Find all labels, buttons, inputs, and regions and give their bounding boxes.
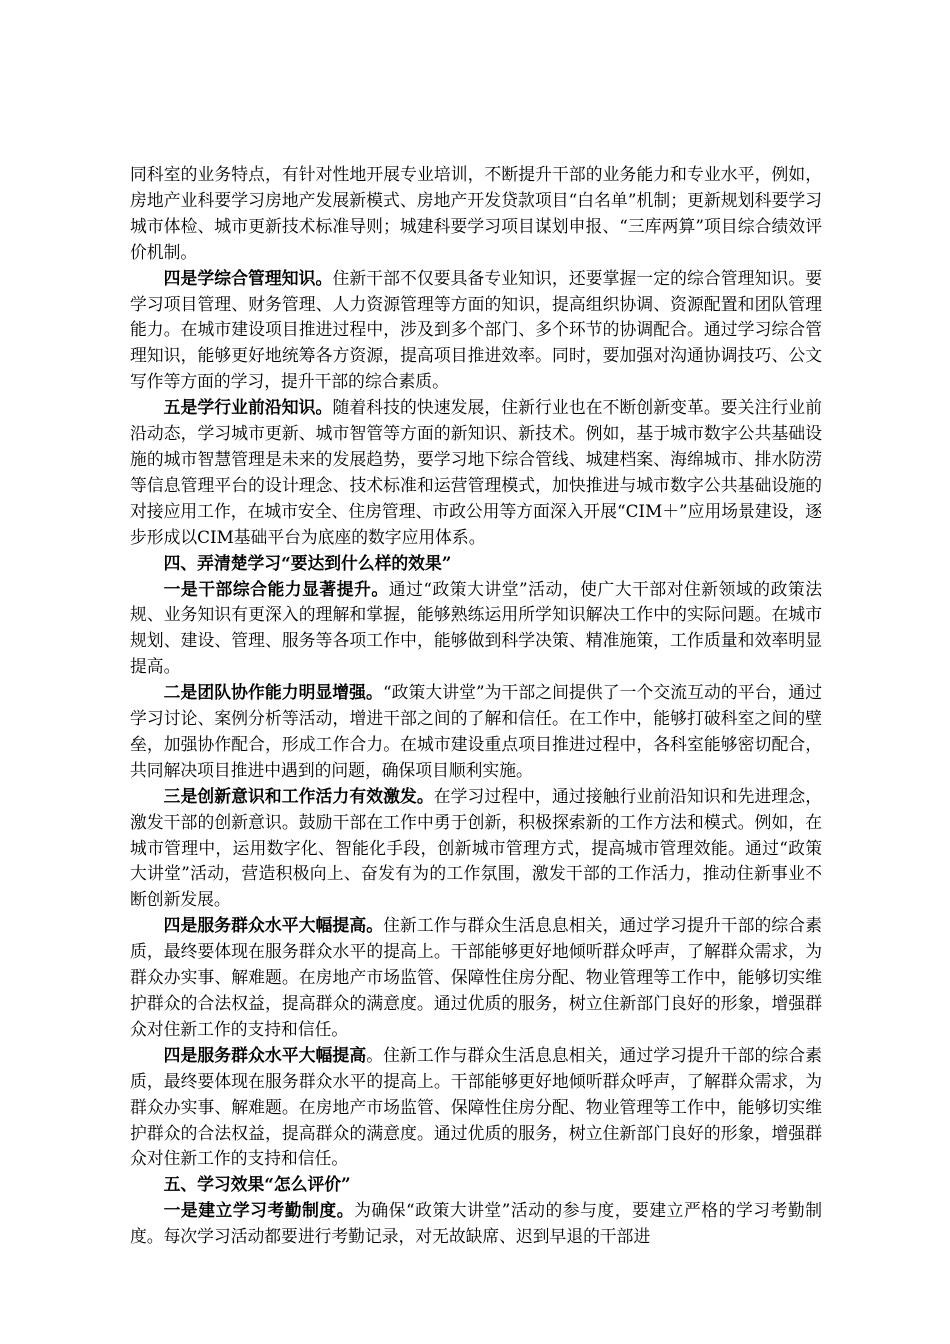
paragraph-team-collaboration: 二是团队协作能力明显增强。“政策大讲堂”为干部之间提供了一个交流互动的平台，通过学习讨论、案例分析等活动，增进干部之间的了解和信任。在工作中，能够打破科室之间的壁垒，加强协作配合，形成工作合力。在城市建设重点项目推进过程中，各科室能够密切配合，共同解决项目推进中遇到的问题，确保项目顺利实施。 <box>130 682 822 780</box>
document-page <box>130 162 822 1250</box>
paragraph-comprehensive-management: 四是学综合管理知识。住新干部不仅要具备专业知识，还要掌握一定的综合管理知识。要学习项目管理、财务管理、人力资源管理等方面的知识，提高组织协调、资源配置和团队管理能力。在城市建设项目推进过程中，涉及到多个部门、多个环节的协调配合。通过学习综合管理知识，能够更好地统筹各方资源，提高项目推进效率。同时，要加强对沟通协调技巧、公文写作等方面的学习，提升干部的综合素质。 <box>130 267 822 392</box>
paragraph-service-improvement: 四是服务群众水平大幅提高。住新工作与群众生活息息相关，通过学习提升干部的综合素质，最终要体现在服务群众水平的提高上。干部能够更好地倾听群众呼声，了解群众需求，为群众办实事、解难题。在房地产市场监管、保障性住房分配、物业管理等工作中，能够切实维护群众的合法权益，提高群众的满意度。通过优质的服务，树立住新部门良好的形象，增强群众对住新工作的支持和信任。 <box>130 915 822 1039</box>
paragraph-ability-improvement: 一是干部综合能力显著提升。通过“政策大讲堂”活动，使广大干部对住新领域的政策法规、业务知识有更深入的理解和掌握，能够熟练运用所学知识解决工作中的实际问题。在城市规划、建设、管理、服务等各项工作中，能够做到科学决策、精准施策，工作质量和效率明显提高。 <box>130 578 822 677</box>
paragraph-lead: 五是学行业前沿知识。 <box>163 397 333 418</box>
paragraph-lead: 一是建立学习考勤制度。 <box>163 1200 355 1221</box>
paragraph-continuation: 同科室的业务特点，有针对性地开展专业培训，不断提升干部的业务能力和专业水平，例如，房地产业科要学习房地产发展新模式、房地产开发贷款项目“白名单”机制；更新规划科要学习城市体检、城市更新技术标准导则；城建科要学习项目谋划申报、“三库两算”项目综合绩效评价机制。 <box>130 164 822 262</box>
paragraph-lead: 四是服务群众水平大幅提高 <box>163 1044 367 1065</box>
paragraph-attendance: 一是建立学习考勤制度。为确保“政策大讲堂”活动的参与度，要建立严格的学习考勤制度。每次学习活动都要进行考勤记录，对无故缺席、迟到早退的干部进 <box>130 1200 822 1247</box>
paragraph-lead: 二是团队协作能力明显增强。 <box>163 682 383 703</box>
paragraph-industry-frontier: 五是学行业前沿知识。随着科技的快速发展，住新行业也在不断创新变革。要关注行业前沿动态，学习城市更新、城市智管等方面的新知识、新技术。例如，基于城市数字公共基础设施的城市智慧管理是未来的发展趋势，要学习地下综合管线、城建档案、海绵城市、排水防涝等信息管理平台的设计理念、技术标准和运营管理模式，加快推进与城市数字公共基础设施的对接应用工作，在城市安全、住房管理、市政公用等方面深入开展“CIM＋”应用场景建设，逐步形成以CIM基础平台为底座的数字应用体系。 <box>130 397 822 547</box>
paragraph-innovation: 三是创新意识和工作活力有效激发。在学习过程中，通过接触行业前沿知识和先进理念，激发干部的创新意识。鼓励干部在工作中勇于创新，积极探索新的工作方法和模式。例如，在城市管理中，运用数字化、智能化手段，创新城市管理方式，提高城市管理效能。通过“政策大讲堂”活动，营造积极向上、奋发有为的工作氛围，激发干部的工作活力，推动住新事业不断创新发展。 <box>130 785 822 910</box>
paragraph-lead: 四是学综合管理知识。 <box>163 267 333 288</box>
paragraph-lead: 三是创新意识和工作活力有效激发。 <box>163 785 434 806</box>
paragraph-lead: 一是干部综合能力显著提升。 <box>163 578 389 599</box>
paragraph-service-improvement-repeat: 四是服务群众水平大幅提高。住新工作与群众生活息息相关，通过学习提升干部的综合素质，最终要体现在服务群众水平的提高上。干部能够更好地倾听群众呼声，了解群众需求，为群众办实事、解难题。在房地产市场监管、保障性住房分配、物业管理等工作中，能够切实维护群众的合法权益，提高群众的满意度。通过优质的服务，树立住新部门良好的形象，增强群众对住新工作的支持和信任。 <box>130 1044 822 1169</box>
paragraph-lead: 四是服务群众水平大幅提高。 <box>163 915 384 936</box>
section-heading-effects: 四、弄清楚学习“要达到什么样的效果” <box>163 552 452 573</box>
section-heading-evaluation: 五、学习效果“怎么评价” <box>163 1174 351 1195</box>
